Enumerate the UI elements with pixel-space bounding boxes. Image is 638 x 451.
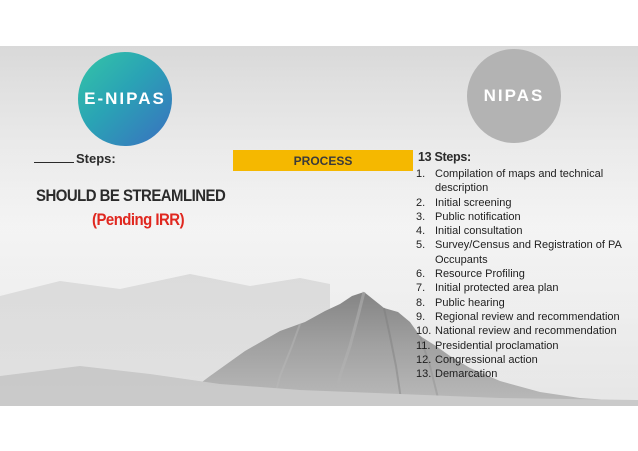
step-text: Regional review and recommendation <box>435 310 620 323</box>
enipas-steps-label: Steps: <box>76 151 116 166</box>
step-number: 5. <box>416 239 426 252</box>
step-text: Congressional action <box>435 353 538 366</box>
process-label-box <box>233 150 413 171</box>
step-item <box>416 267 638 281</box>
enipas-circle <box>78 52 172 146</box>
step-number: 3. <box>416 210 426 223</box>
step-number: 11. <box>416 339 431 352</box>
step-text: Survey/Census and Registration of PA Occupants <box>435 239 622 266</box>
step-item <box>416 167 638 196</box>
step-number: 9. <box>416 310 426 323</box>
step-text: Initial protected area plan <box>435 282 559 295</box>
step-text: Initial consultation <box>435 225 523 238</box>
step-number: 13. <box>416 368 432 381</box>
step-number: 7. <box>416 282 426 295</box>
step-text: Initial screening <box>435 196 512 209</box>
step-item <box>416 367 638 381</box>
slide <box>0 46 638 406</box>
step-item <box>416 281 638 295</box>
step-text: Public hearing <box>435 296 505 309</box>
nipas-circle-label: NIPAS <box>483 86 545 105</box>
step-number: 12. <box>416 353 432 366</box>
step-item <box>416 339 638 353</box>
step-item <box>416 353 638 367</box>
step-item <box>416 296 638 310</box>
step-item <box>416 210 638 224</box>
step-item <box>416 196 638 210</box>
step-text: National review and recommendation <box>435 325 617 338</box>
process-label: PROCESS <box>293 153 353 168</box>
step-number: 4. <box>416 225 426 238</box>
step-text: Resource Profiling <box>435 268 525 281</box>
step-item <box>416 238 638 267</box>
streamlined-statement: SHOULD BE STREAMLINED <box>36 186 226 205</box>
step-text: Demarcation <box>435 368 498 381</box>
step-item <box>416 224 638 238</box>
step-number: 1. <box>416 168 426 180</box>
step-number: 6. <box>416 268 426 281</box>
step-item <box>416 310 638 324</box>
step-number: 10. <box>416 325 432 338</box>
step-number: 2. <box>416 196 426 209</box>
pending-irr-note: (Pending IRR) <box>92 210 185 229</box>
step-text: Compilation of maps and technical description <box>435 168 604 195</box>
nipas-steps-heading: 13 Steps: <box>418 150 471 164</box>
enipas-circle-label: E-NIPAS <box>84 89 166 108</box>
nipas-circle <box>467 49 561 143</box>
step-item <box>416 324 638 338</box>
nipas-steps-list <box>416 167 638 381</box>
step-text: Presidential proclamation <box>435 339 559 352</box>
enipas-steps-heading <box>34 151 116 166</box>
step-number: 8. <box>416 296 426 309</box>
step-text: Public notification <box>435 210 521 223</box>
blank-underline <box>34 162 74 163</box>
